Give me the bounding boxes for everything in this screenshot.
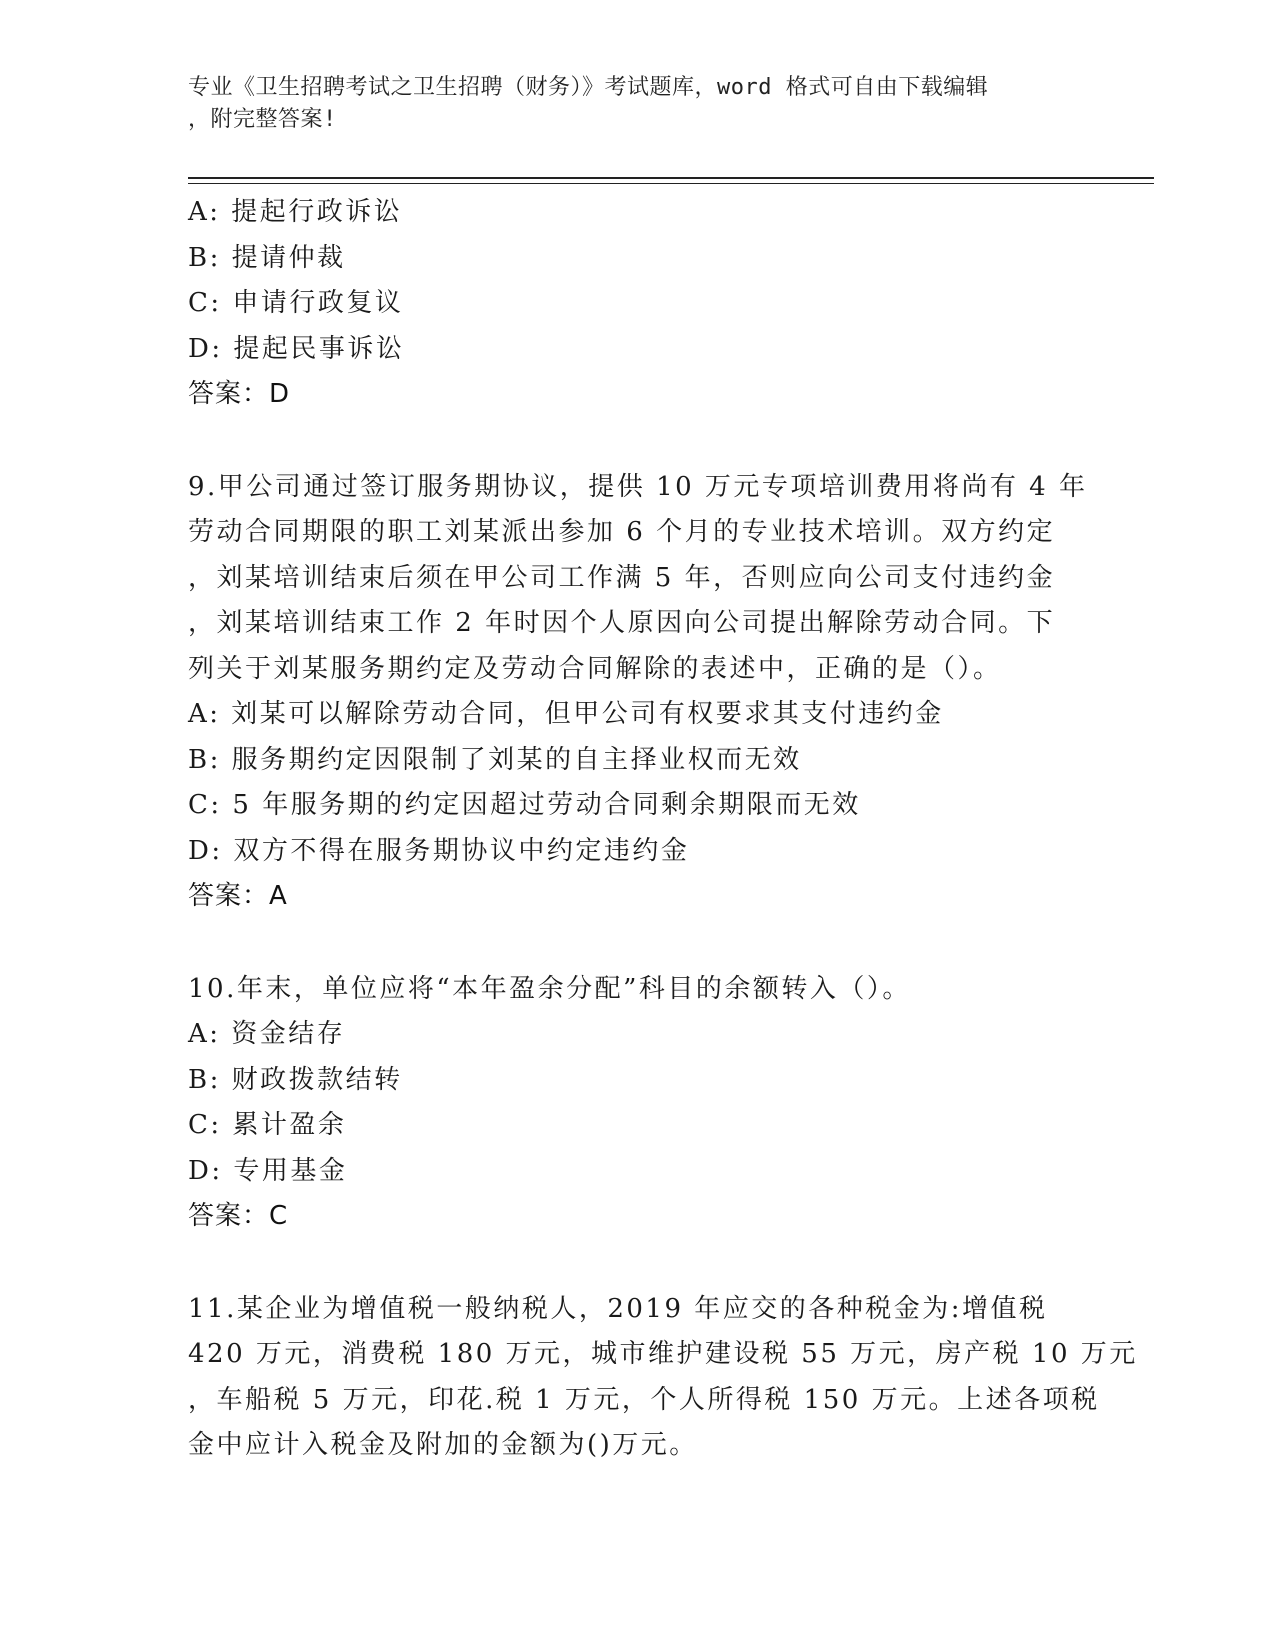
question-stem-line: 10.年末，单位应将“本年盈余分配”科目的余额转入（）。 [188, 973, 911, 1004]
option-d: D: 提起民事诉讼 [188, 333, 405, 364]
option-b: B: 提请仲裁 [188, 242, 346, 273]
question-stem-line: 420 万元，消费税 180 万元，城市维护建设税 55 万元，房产税 10 万元 [188, 1339, 1138, 1369]
question-8 [188, 190, 1088, 418]
question-10 [188, 967, 1088, 1240]
question-stem-line: 列关于刘某服务期约定及劳动合同解除的表述中，正确的是（）。 [188, 653, 1002, 684]
header-title-line1: 专业《卫生招聘考试之卫生招聘（财务）》考试题库，word 格式可自由下载编辑 [188, 75, 989, 100]
option-c: C: 累计盈余 [188, 1110, 347, 1140]
option-c: C: 申请行政复议 [188, 288, 404, 318]
option-a: A: 刘某可以解除劳动合同，但甲公司有权要求其支付违约金 [188, 699, 944, 729]
option-b: B: 服务期约定因限制了刘某的自主择业权而无效 [188, 744, 802, 775]
option-d: D: 专用基金 [188, 1155, 348, 1186]
question-stem-line: 11.某企业为增值税一般纳税人，2019 年应交的各种税金为:增值税 [188, 1293, 1048, 1324]
question-stem-line: ，刘某培训结束后须在甲公司工作满 5 年，否则应向公司支付违约金 [188, 562, 1056, 593]
question-spacer [188, 1240, 1088, 1287]
option-c: C: 5 年服务期的约定因超过劳动合同剩余期限而无效 [188, 790, 861, 820]
answer-label: 答案：D [188, 379, 291, 409]
question-spacer [188, 920, 1088, 967]
header-divider-thick [188, 177, 1154, 179]
question-stem-line: 金中应计入税金及附加的金额为()万元。 [188, 1430, 698, 1460]
question-stem-line: ，车船税 5 万元，印花.税 1 万元，个人所得税 150 万元。上述各项税 [188, 1384, 1100, 1415]
option-a: A: 提起行政诉讼 [188, 197, 403, 227]
question-spacer [188, 418, 1088, 465]
option-d: D: 双方不得在服务期协议中约定违约金 [188, 835, 690, 866]
header-divider-thin [188, 183, 1154, 184]
question-stem-line: 9.甲公司通过签订服务期协议，提供 10 万元专项培训费用将尚有 4 年 [188, 471, 1088, 502]
page-header [188, 72, 1088, 136]
header-title-line2: ，附完整答案! [188, 107, 337, 132]
question-stem-line: 劳动合同期限的职工刘某派出参加 6 个月的专业技术培训。双方约定 [188, 517, 1056, 547]
option-a: A: 资金结存 [188, 1019, 346, 1049]
answer-label: 答案：C [188, 1201, 289, 1231]
question-9 [188, 465, 1088, 920]
question-list [188, 190, 1138, 1469]
question-11 [188, 1287, 1138, 1469]
question-stem-line: ，刘某培训结束工作 2 年时因个人原因向公司提出解除劳动合同。下 [188, 608, 1056, 638]
option-b: B: 财政拨款结转 [188, 1064, 403, 1095]
answer-label: 答案：A [188, 881, 288, 911]
